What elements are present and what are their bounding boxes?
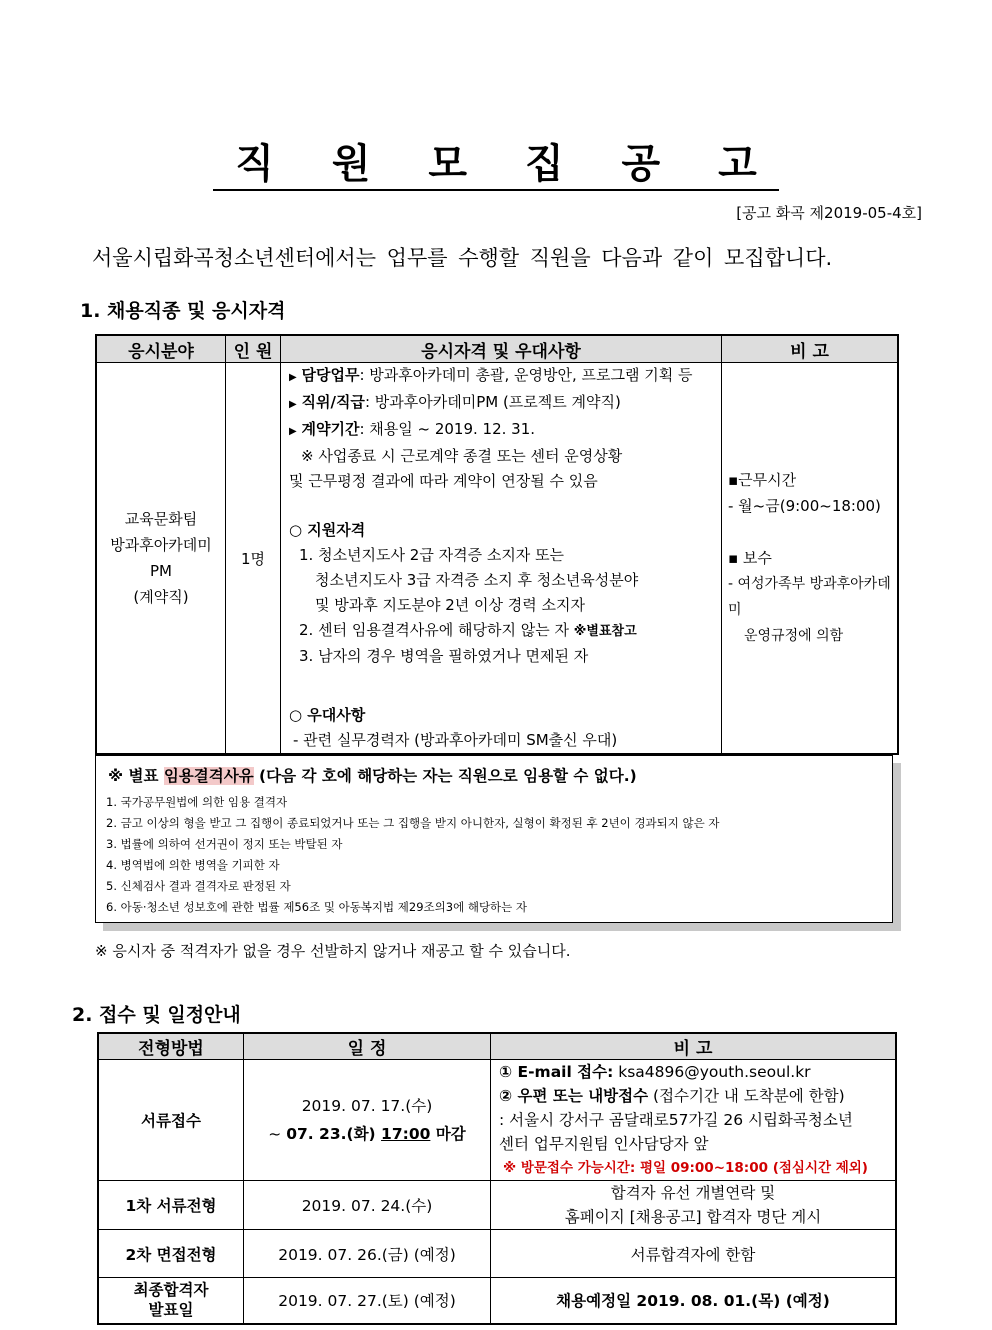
list-item: 1. 국가공무원법에 의한 임용 결격자: [106, 795, 288, 809]
page-title: 직 원 모 집 공 고: [0, 132, 992, 189]
section2-heading: 2. 접수 및 일정안내: [72, 1004, 241, 1026]
header-note: 비 고: [491, 1033, 897, 1060]
header-schedule: 일 정: [244, 1033, 491, 1060]
header-remark: 비 고: [722, 335, 899, 363]
notice-number: [공고 화곡 제2019-05-4호]: [736, 204, 922, 222]
schedule-table: [97, 1032, 897, 1325]
remark-text: ※ 응시자 중 적격자가 없을 경우 선발하지 않거나 재공고 할 수 있습니다.: [95, 942, 571, 960]
field-cell: 교육문화팀 방과후아카데미 PM (계약직): [96, 363, 226, 755]
header-field: 응시분야: [96, 335, 226, 363]
table-row: 1차 서류전형 2019. 07. 24.(수) 합격자 유선 개별연락 및 홈페이지 [채용공고] 합격자 명단 게시: [98, 1181, 896, 1230]
triangle-bullet-icon: ▶: [289, 399, 297, 410]
intro-text: 서울시립화곡청소년센터에서는 업무를 수행할 직원을 다음과 같이 모집합니다.: [92, 246, 833, 270]
table-row: 서류접수 2019. 07. 17.(수) ~ 07. 23.(화) 17:00 마감 ① E-mail 접수: ksa4896@youth.seoul.kr ② 우편 또는 내방접수 (접수기간 내 도착분에 한함) : 서울시 강서구 곰달래로57가길 26 시립화곡청소년 센터 업무지원팀 인사담당자 앞 ※ 방문접수 가능시간: 평일 09:00~18:00 (점심시간 제외): [98, 1060, 896, 1181]
count-cell: 1명: [226, 363, 281, 755]
list-item: 2. 금고 이상의 형을 받고 그 집행이 종료되었거나 또는 그 집행을 받지 아니한자, 실형이 확정된 후 2년이 경과되지 않은 자: [106, 816, 720, 830]
remark-cell: ▪근무시간 - 월~금(9:00~18:00) ▪ 보수 - 여성가족부 방과후아카데미 운영규정에 의함: [722, 363, 899, 755]
list-item: 4. 병역법에 의한 병역을 기피한 자: [106, 858, 280, 872]
qualification-cell: ▶ 담당업무: 방과후아카데미 총괄, 운영방안, 프로그램 기획 등 ▶ 직위/직급: 방과후아카데미PM (프로젝트 계약직) ▶ 계약기간: 채용일 ~ 2019. 12. 31. ※ 사업종료 시 근로계약 종결 또는 센터 운영상황 및 근무평정 결과에 따라 계약이 연장될 수 있음 ○ 지원자격 1. 청소년지도사 2급 자격증 소지자 또는 청소년지도사 3급 자격증 소지 후 청소년육성분야 및 방과후 지도분야 2년 이상 경력 소지자 2. 센터 임용결격사유에 해당하지 않는 자 ※별표참고 3. 남자의 경우 병역을 필하였거나 면제된 자 ○ 우대사항 - 관련 실무경력자 (방과후아카데미 SM출신 우대): [281, 363, 722, 755]
triangle-bullet-icon: ▶: [289, 372, 297, 383]
qualification-table: [95, 334, 899, 755]
section1-heading: 1. 채용직종 및 응시자격: [80, 300, 286, 322]
disqualification-box: [95, 755, 893, 923]
table-row: 2차 면접전형 2019. 07. 26.(금) (예정) 서류합격자에 한함: [98, 1230, 896, 1278]
header-method: 전형방법: [98, 1033, 244, 1060]
list-item: 6. 아동·청소년 성보호에 관한 법률 제56조 및 아동복지법 제29조의3에 해당하는 자: [106, 900, 528, 914]
header-count: 인 원: [226, 335, 281, 363]
disqualification-list: [106, 792, 720, 918]
list-item: 5. 신체검사 결과 결격자로 판정된 자: [106, 879, 291, 893]
disqualification-heading: ※ 별표 임용결격사유 (다음 각 호에 해당하는 자는 직원으로 임용할 수 없다.): [108, 767, 637, 785]
header-qualification: 응시자격 및 우대사항: [281, 335, 722, 363]
triangle-bullet-icon: ▶: [289, 426, 297, 437]
list-item: 3. 법률에 의하여 선거권이 정지 또는 박탈된 자: [106, 837, 343, 851]
table-row: 최종합격자 발표일 2019. 07. 27.(토) (예정) 채용예정일 2019. 08. 01.(목) (예정): [98, 1278, 896, 1324]
